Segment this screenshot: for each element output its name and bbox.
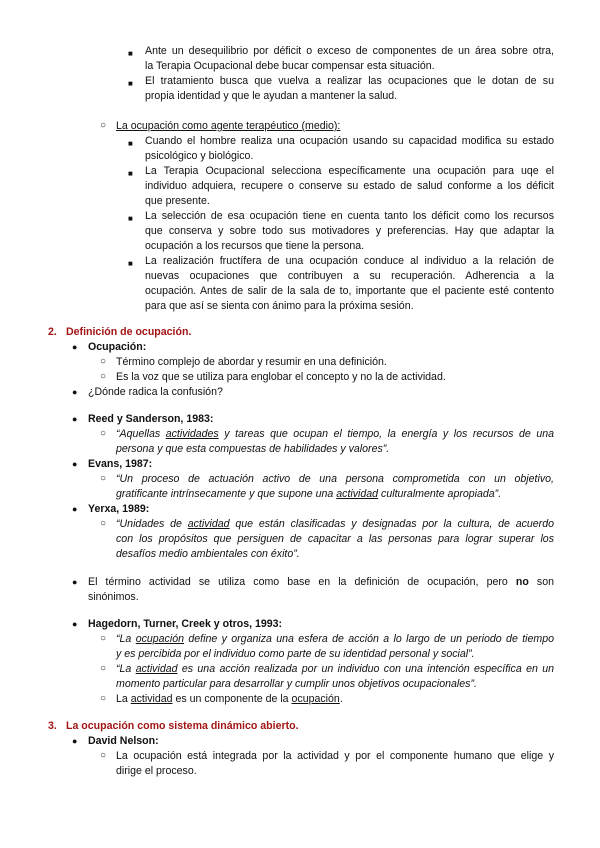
text-line: individuo adquiera, recupere o conserve su estado de salud conforme a los déficit (145, 180, 554, 192)
square-bullet-icon: ■ (128, 214, 133, 223)
circle-bullet-icon: ○ (100, 663, 107, 674)
quote-line: con los propósitos que persiguen de capacitar a las personas para lograr superar los (116, 533, 554, 545)
circle-bullet-icon: ○ (100, 633, 107, 644)
text-fragment: El término actividad se utiliza como base en la definición de ocupación, pero (88, 576, 516, 588)
quote-text: “La (116, 633, 136, 645)
quote-line: desafíos medio ambientales con éxito”. (116, 548, 300, 560)
text-line: La Terapia Ocupacional selecciona específicamente una ocupación para uqe el (145, 165, 554, 177)
circle-bullet-icon: ○ (100, 120, 107, 131)
text-fragment: es un componente de la (172, 693, 292, 705)
underlined-term: actividad (336, 488, 379, 500)
text-line: psicológico y biológico. (145, 150, 254, 162)
quote-line (116, 662, 554, 677)
quote-text: que están clasificadas y designadas por la cultura, de acuerdo (229, 518, 554, 530)
circle-bullet-icon: ○ (100, 518, 107, 529)
text-line: Ante un desequilibrio por déficit o exceso de componentes de un área sobre otra, (145, 45, 554, 57)
square-bullet-icon: ■ (128, 259, 133, 268)
bullet-icon: ● (72, 414, 78, 424)
text-line: propia identidad y que le ayudan a mantener la salud. (145, 90, 398, 102)
quote-text: es una acción realizada por un individuo con una intención específica en un (177, 663, 555, 675)
quote-line: persona y que esta compuestas de habilidades y valores”. (116, 443, 390, 455)
square-bullet-icon: ■ (128, 169, 133, 178)
underlined-term: actividades (165, 428, 219, 440)
quote-text: “Unidades de (116, 518, 188, 530)
text-line (116, 692, 343, 707)
text-line: La selección de esa ocupación tiene en cuenta tanto los déficit como los recursos (145, 210, 554, 222)
text-line: nuevas ocupaciones que contribuyen a su recuperación. Adherencia a la (145, 270, 554, 282)
term-label: Ocupación: (88, 341, 147, 353)
text-line: la Terapia Ocupacional debe bucar compensar esta situación. (145, 60, 435, 72)
quote-line: momento particular para desarrollar y cumplir unos objetivos ocupacionales”. (116, 678, 477, 690)
bullet-icon: ● (72, 459, 78, 469)
circle-bullet-icon: ○ (100, 356, 107, 367)
text-fragment: son (528, 576, 554, 588)
circle-bullet-icon: ○ (100, 750, 107, 761)
text-line: Cuando el hombre realiza una ocupación usando su capacidad modifica su estado (145, 135, 554, 147)
author-label: Yerxa, 1989: (88, 503, 150, 515)
text-line: para que así se sienta con ánimo para la próxima sesión. (145, 300, 414, 312)
author-label: Evans, 1987: (88, 458, 153, 470)
bullet-icon: ● (72, 577, 78, 587)
bullet-icon: ● (72, 342, 78, 352)
bullet-icon: ● (72, 504, 78, 514)
text-line: ocupación a los recursos que tiene la persona. (145, 240, 365, 252)
quote-line (116, 487, 501, 502)
text-fragment: La (116, 693, 131, 705)
text-line: ¿Dónde radica la confusión? (88, 386, 223, 398)
square-bullet-icon: ■ (128, 79, 133, 88)
bullet-icon: ● (72, 619, 78, 629)
author-label: David Nelson: (88, 735, 159, 747)
section-number: 3. (48, 720, 57, 732)
text-fragment: . (339, 693, 343, 705)
quote-line (116, 517, 554, 532)
underlined-term: ocupación (291, 693, 340, 705)
section-heading: Definición de ocupación. (66, 326, 192, 338)
bullet-icon: ● (72, 736, 78, 746)
subsection-title: La ocupación como agente terapéutico (medio): (116, 120, 341, 132)
section-number: 2. (48, 326, 57, 338)
quote-text: gratificante intrínsecamente y que supone una (116, 488, 337, 500)
circle-bullet-icon: ○ (100, 693, 107, 704)
text-line: El tratamiento busca que vuelva a realizar las ocupaciones que le dotan de su (145, 75, 554, 87)
quote-line: y es percibida por el individuo como parte de su identidad personal y social”. (116, 648, 475, 660)
circle-bullet-icon: ○ (100, 371, 107, 382)
text-line: dirige el proceso. (116, 765, 197, 777)
quote-text: culturalmente apropiada”. (378, 488, 502, 500)
author-label: Hagedorn, Turner, Creek y otros, 1993: (88, 618, 283, 630)
quote-text: “Aquellas (116, 428, 166, 440)
text-line: La ocupación está integrada por la actividad y por el componente humano que elige y (116, 750, 554, 762)
text-line: ocupación. Antes de salir de la sala de to, importante que el paciente esté contento (145, 285, 554, 297)
underlined-term: actividad (187, 518, 230, 530)
quote-text: y tareas que ocupan el tiempo, la energía y los recursos de una (218, 428, 555, 440)
text-line: que presente. (145, 195, 210, 207)
text-line: sinónimos. (88, 591, 139, 603)
quote-text: define y organiza una esfera de acción a lo largo de un periodo de tiempo (184, 633, 554, 645)
circle-bullet-icon: ○ (100, 473, 107, 484)
quote-line: “Un proceso de actuación activo de una persona comprometida con un objetivo, (116, 473, 554, 485)
text-line: La realización fructífera de una ocupación conduce al individuo a la relación de (145, 255, 554, 267)
underlined-term: actividad (135, 663, 178, 675)
underlined-term: ocupación (135, 633, 184, 645)
text-line: Es la voz que se utiliza para englobar el concepto y no la de actividad. (116, 371, 446, 383)
text-line: Término complejo de abordar y resumir en una definición. (116, 356, 387, 368)
circle-bullet-icon: ○ (100, 428, 107, 439)
quote-line (116, 427, 554, 442)
square-bullet-icon: ■ (128, 139, 133, 148)
quote-text: “La (116, 663, 136, 675)
quote-line (116, 632, 554, 647)
author-label: Reed y Sanderson, 1983: (88, 413, 214, 425)
text-line (88, 575, 554, 590)
bold-word: no (515, 576, 529, 588)
underlined-term: actividad (130, 693, 173, 705)
bullet-icon: ● (72, 387, 78, 397)
section-heading: La ocupación como sistema dinámico abierto. (66, 720, 299, 732)
square-bullet-icon: ■ (128, 49, 133, 58)
text-line: que conserva y sobre todo sus motivadores y preferencias. Hay que adaptar la (145, 225, 554, 237)
